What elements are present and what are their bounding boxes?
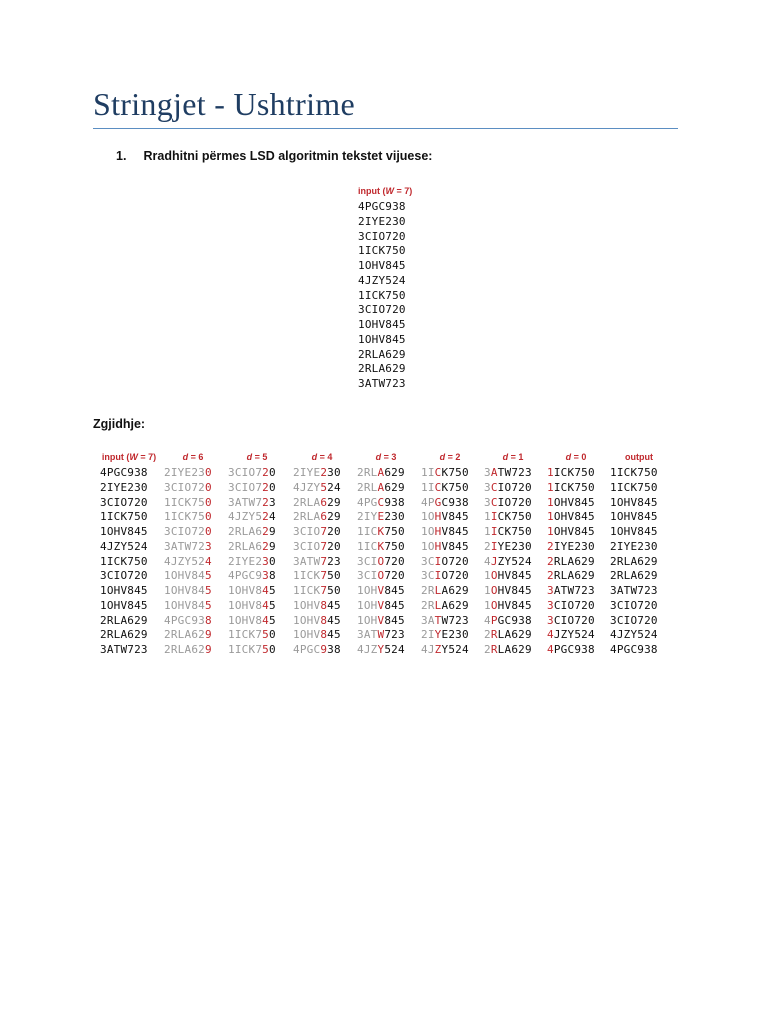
- trace-string: 3CIO720: [293, 539, 341, 553]
- trace-string: 2RLA629: [421, 598, 469, 612]
- trace-string: 3CIO720: [610, 613, 658, 627]
- trace-string: 3CIO720: [100, 569, 148, 583]
- trace-string: 1OHV845: [357, 613, 405, 627]
- trace-string: 1ICK750: [484, 525, 532, 538]
- trace-string: 4PGC938: [610, 643, 658, 656]
- trace-string: 1ICK750: [610, 466, 658, 479]
- trace-string: 1OHV845: [610, 510, 658, 524]
- trace-string: 4PGC938: [357, 495, 405, 509]
- trace-string: 1ICK750: [164, 510, 212, 524]
- trace-column: [293, 452, 357, 658]
- trace-string: 4PGC938: [228, 569, 276, 583]
- trace-string: 4JZY524: [228, 510, 276, 524]
- trace-string: 1OHV845: [164, 598, 212, 612]
- trace-string: 1OHV845: [228, 598, 276, 612]
- trace-string: 1OHV845: [293, 628, 341, 642]
- trace-string: 3ATW723: [421, 613, 469, 627]
- trace-string: 3ATW723: [484, 466, 532, 479]
- input-string: 1ICK750: [358, 288, 406, 302]
- trace-column: [610, 452, 674, 658]
- trace-string: 1OHV845: [100, 525, 148, 538]
- trace-string: 2IYE230: [484, 539, 532, 553]
- trace-string: 3ATW723: [547, 584, 595, 597]
- trace-string: 4JZY524: [293, 480, 341, 494]
- trace-string: 2RLA629: [357, 466, 405, 479]
- trace-string: 1ICK750: [293, 569, 341, 583]
- input-header: input (W = 7): [358, 186, 413, 196]
- trace-string: 3CIO720: [484, 495, 532, 509]
- trace-string: 4PGC938: [547, 643, 595, 656]
- trace-string: 2IYE230: [547, 539, 595, 553]
- trace-column-header: d = 2: [439, 452, 461, 462]
- input-string: 2RLA629: [358, 362, 406, 376]
- trace-string: 2RLA629: [547, 554, 595, 568]
- trace-string: 3ATW723: [228, 495, 276, 509]
- trace-string: 1OHV845: [228, 613, 276, 627]
- trace-string: 1OHV845: [293, 613, 341, 627]
- trace-string: 3CIO720: [100, 495, 148, 509]
- trace-string: 2IYE230: [357, 510, 405, 524]
- trace-string: 4PGC938: [484, 613, 532, 627]
- trace-string: 1OHV845: [484, 569, 532, 583]
- trace-string: 3CIO720: [547, 613, 595, 627]
- trace-string: 1OHV845: [484, 598, 532, 612]
- input-string: 3ATW723: [358, 377, 406, 390]
- trace-string: 1ICK750: [547, 480, 595, 494]
- input-string: 1ICK750: [358, 244, 406, 258]
- trace-string: 3CIO720: [357, 569, 405, 583]
- trace-string: 3CIO720: [293, 525, 341, 538]
- trace-string: 2RLA629: [228, 539, 276, 553]
- trace-column-header: input (W = 7): [101, 452, 157, 462]
- trace-string: 4JZY524: [547, 628, 595, 642]
- trace-column: [484, 452, 548, 658]
- trace-string: 3ATW723: [293, 554, 341, 568]
- question-number: 1.: [116, 149, 127, 163]
- trace-string: 1OHV845: [357, 598, 405, 612]
- trace-string: 1ICK750: [484, 510, 532, 524]
- trace-string: 3CIO720: [421, 554, 469, 568]
- trace-string: 3CIO720: [164, 525, 212, 538]
- trace-string: 2RLA629: [100, 613, 148, 627]
- trace-string: 4JZY524: [164, 554, 212, 568]
- trace-string: 3CIO720: [164, 480, 212, 494]
- trace-string: 1OHV845: [421, 525, 469, 538]
- trace-column-header: d = 6: [182, 452, 204, 462]
- trace-string: 3ATW723: [357, 628, 405, 642]
- trace-string: 3CIO720: [228, 466, 276, 479]
- trace-string: 3CIO720: [610, 598, 658, 612]
- trace-string: 3ATW723: [610, 584, 658, 597]
- trace-string: 1OHV845: [421, 510, 469, 524]
- title-divider: [93, 128, 678, 129]
- trace-string: 4JZY524: [357, 643, 405, 656]
- trace-string: 1ICK750: [228, 628, 276, 642]
- trace-column: [547, 452, 611, 658]
- trace-string: 2RLA629: [547, 569, 595, 583]
- trace-string: 1ICK750: [357, 539, 405, 553]
- trace-column-header: d = 4: [311, 452, 333, 462]
- input-string: 1OHV845: [358, 318, 406, 331]
- trace-string: 2RLA629: [610, 554, 658, 568]
- input-strings-list: [358, 200, 412, 392]
- trace-string: 2RLA629: [610, 569, 658, 583]
- trace-string: 3CIO720: [547, 598, 595, 612]
- trace-string: 1ICK750: [547, 466, 595, 479]
- trace-string: 1OHV845: [484, 584, 532, 597]
- input-string: 4PGC938: [358, 200, 406, 213]
- trace-column-header: output: [625, 452, 653, 462]
- trace-string: 4JZY524: [610, 628, 658, 642]
- trace-string: 1OHV845: [100, 584, 148, 597]
- trace-string: 4PGC938: [293, 643, 341, 656]
- trace-string: 2IYE230: [164, 466, 212, 479]
- trace-column: [164, 452, 228, 658]
- trace-string: 3CIO720: [421, 569, 469, 583]
- trace-string: 2RLA629: [484, 628, 532, 642]
- trace-column-header: d = 0: [565, 452, 587, 462]
- trace-string: 1OHV845: [293, 598, 341, 612]
- trace-string: 1ICK750: [421, 480, 469, 494]
- trace-string: 1ICK750: [228, 643, 276, 656]
- trace-string: 2IYE230: [228, 554, 276, 568]
- trace-string: 4JZY524: [421, 643, 469, 656]
- trace-string: 4PGC938: [421, 495, 469, 509]
- input-string: 3CIO720: [358, 229, 406, 243]
- trace-string: 1ICK750: [610, 480, 658, 494]
- trace-string: 3CIO720: [228, 480, 276, 494]
- input-string: 1OHV845: [358, 332, 406, 346]
- trace-column-header: d = 1: [502, 452, 524, 462]
- input-string: 2IYE230: [358, 214, 406, 228]
- trace-string: 1ICK750: [293, 584, 341, 597]
- trace-column: [228, 452, 292, 658]
- trace-string: 2RLA629: [293, 495, 341, 509]
- trace-string: 1OHV845: [164, 569, 212, 583]
- trace-column: [100, 452, 164, 658]
- trace-string: 2RLA629: [357, 480, 405, 494]
- trace-string: 4JZY524: [484, 554, 532, 568]
- trace-string: 4PGC938: [100, 466, 148, 479]
- input-string: 2RLA629: [358, 347, 406, 361]
- trace-string: 2RLA629: [164, 628, 212, 642]
- trace-string: 1OHV845: [547, 510, 595, 524]
- trace-column-header: d = 3: [375, 452, 397, 462]
- trace-string: 1ICK750: [421, 466, 469, 479]
- input-string: 1OHV845: [358, 259, 406, 272]
- answer-label: Zgjidhje:: [93, 417, 146, 431]
- trace-string: 1OHV845: [610, 525, 658, 538]
- question-text: Rradhitni përmes LSD algoritmin tekstet vijuese:: [143, 149, 433, 163]
- trace-string: 3ATW723: [164, 539, 212, 553]
- trace-string: 4JZY524: [100, 539, 148, 553]
- trace-string: 1ICK750: [164, 495, 212, 509]
- trace-string: 1OHV845: [547, 525, 595, 538]
- trace-string: 1OHV845: [100, 598, 148, 612]
- trace-string: 2RLA629: [164, 643, 212, 656]
- trace-column: [421, 452, 485, 658]
- trace-string: 2IYE230: [100, 480, 148, 494]
- trace-column-header: d = 5: [246, 452, 268, 462]
- trace-string: 2IYE230: [293, 466, 341, 479]
- trace-string: 2RLA629: [484, 643, 532, 656]
- trace-string: 1OHV845: [164, 584, 212, 597]
- trace-string: 1OHV845: [547, 495, 595, 509]
- trace-string: 3ATW723: [100, 643, 148, 656]
- trace-string: 3CIO720: [484, 480, 532, 494]
- trace-string: 1ICK750: [100, 510, 148, 524]
- trace-string: 2RLA629: [293, 510, 341, 524]
- page-title: Stringjet - Ushtrime: [93, 86, 355, 122]
- trace-string: 1OHV845: [357, 584, 405, 597]
- input-string: 3CIO720: [358, 303, 406, 317]
- input-strings-block: [358, 186, 412, 392]
- trace-string: 1OHV845: [228, 584, 276, 597]
- trace-string: 1OHV845: [421, 539, 469, 553]
- trace-string: 2RLA629: [228, 525, 276, 538]
- trace-string: 2IYE230: [421, 628, 469, 642]
- trace-column: [357, 452, 421, 658]
- trace-string: 1ICK750: [357, 525, 405, 538]
- question-1: [116, 149, 432, 163]
- input-string: 4JZY524: [358, 273, 406, 287]
- trace-string: 1ICK750: [100, 554, 148, 568]
- trace-string: 1OHV845: [610, 495, 658, 509]
- trace-string: 4PGC938: [164, 613, 212, 627]
- trace-string: 3CIO720: [357, 554, 405, 568]
- trace-string: 2RLA629: [100, 628, 148, 642]
- trace-string: 2RLA629: [421, 584, 469, 597]
- trace-string: 2IYE230: [610, 539, 658, 553]
